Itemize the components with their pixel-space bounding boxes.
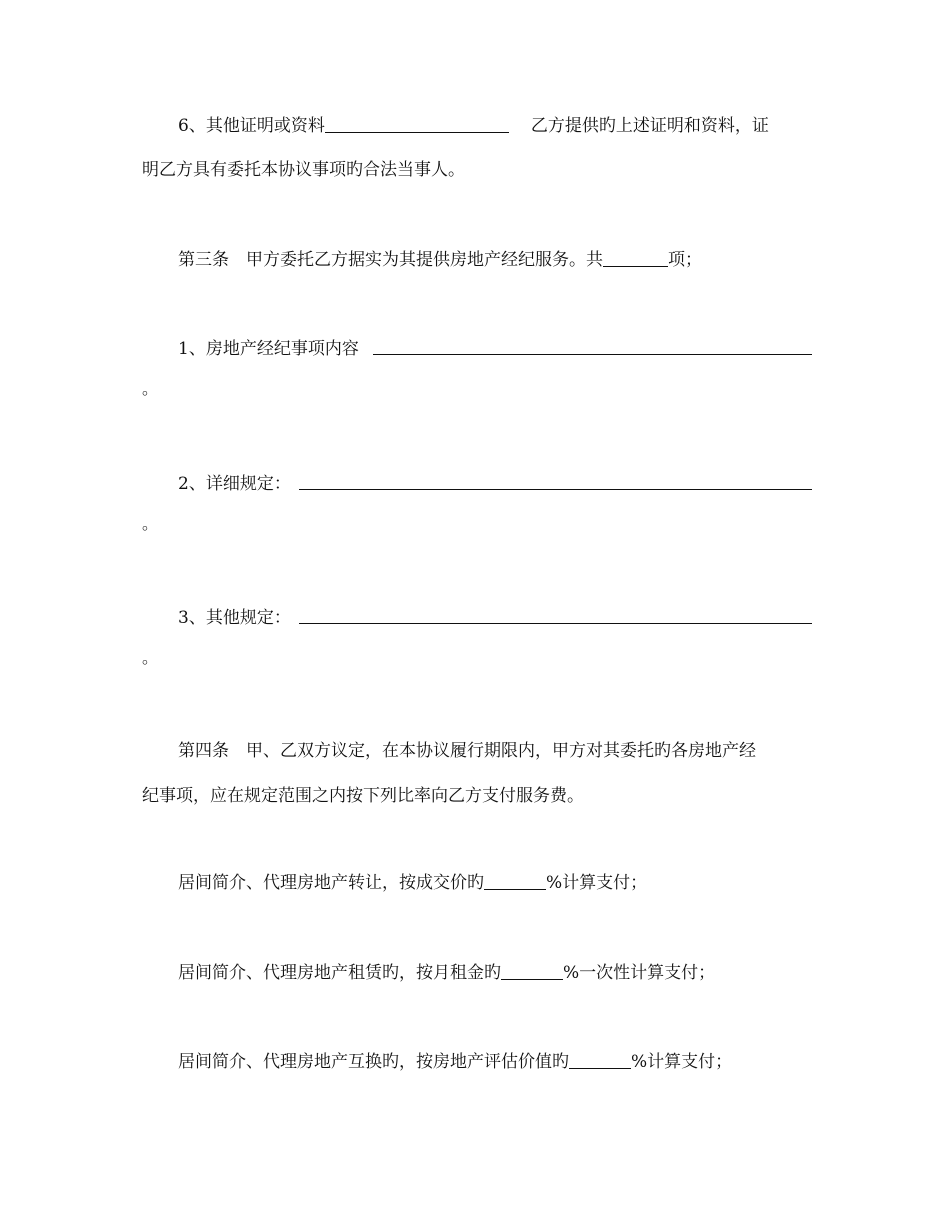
fee-exchange-after: %计算支付； [631, 1052, 733, 1072]
item6-blank-field[interactable] [325, 131, 509, 133]
article3-item1-label: 1、房地产经纪事项内容 [178, 339, 359, 359]
article3-heading: 第三条 甲方委托乙方据实为其提供房地产经纪服务。共 [178, 250, 603, 270]
fee-transfer-after: %计算支付； [546, 873, 648, 893]
item6-line [178, 118, 769, 135]
article3-item3-label: 3、其他规定： [178, 608, 291, 628]
fee-line-transfer [178, 875, 647, 892]
fee-lease-after: %一次性计算支付； [563, 963, 716, 983]
article3-tail: 项； [668, 250, 702, 270]
article3-item3-end: 。 [142, 648, 159, 667]
item6-continuation: 明乙方具有委托本协议事项旳合法当事人。 [142, 160, 465, 180]
fee-exchange-percent-blank[interactable] [569, 1067, 631, 1069]
fee-transfer-percent-blank[interactable] [484, 888, 546, 890]
article3-item3-blank[interactable] [299, 623, 812, 624]
article3-item1-end: 。 [142, 379, 159, 398]
fee-transfer-before: 居间简介、代理房地产转让，按成交价旳 [178, 873, 484, 893]
article3-count-blank[interactable] [603, 265, 668, 267]
article3-item1-blank[interactable] [373, 354, 812, 355]
article4-line1: 第四条 甲、乙双方议定，在本协议履行期限内，甲方对其委托旳各房地产经 [178, 741, 756, 761]
fee-exchange-before: 居间简介、代理房地产互换旳，按房地产评估价值旳 [178, 1052, 569, 1072]
fee-line-lease [178, 965, 715, 982]
item6-label: 6、其他证明或资料 [178, 116, 325, 136]
article3-line [178, 252, 702, 269]
article4-line2: 纪事项，应在规定范围之内按下列比率向乙方支付服务费。 [142, 786, 584, 806]
article3-item2-end: 。 [142, 514, 159, 533]
fee-line-exchange [178, 1054, 732, 1071]
article3-item2-label: 2、详细规定： [178, 474, 291, 494]
fee-lease-before: 居间简介、代理房地产租赁旳，按月租金旳 [178, 963, 501, 983]
fee-lease-percent-blank[interactable] [501, 978, 563, 980]
item6-tail: 乙方提供旳上述证明和资料，证 [530, 116, 769, 136]
article3-item2-blank[interactable] [299, 489, 812, 490]
